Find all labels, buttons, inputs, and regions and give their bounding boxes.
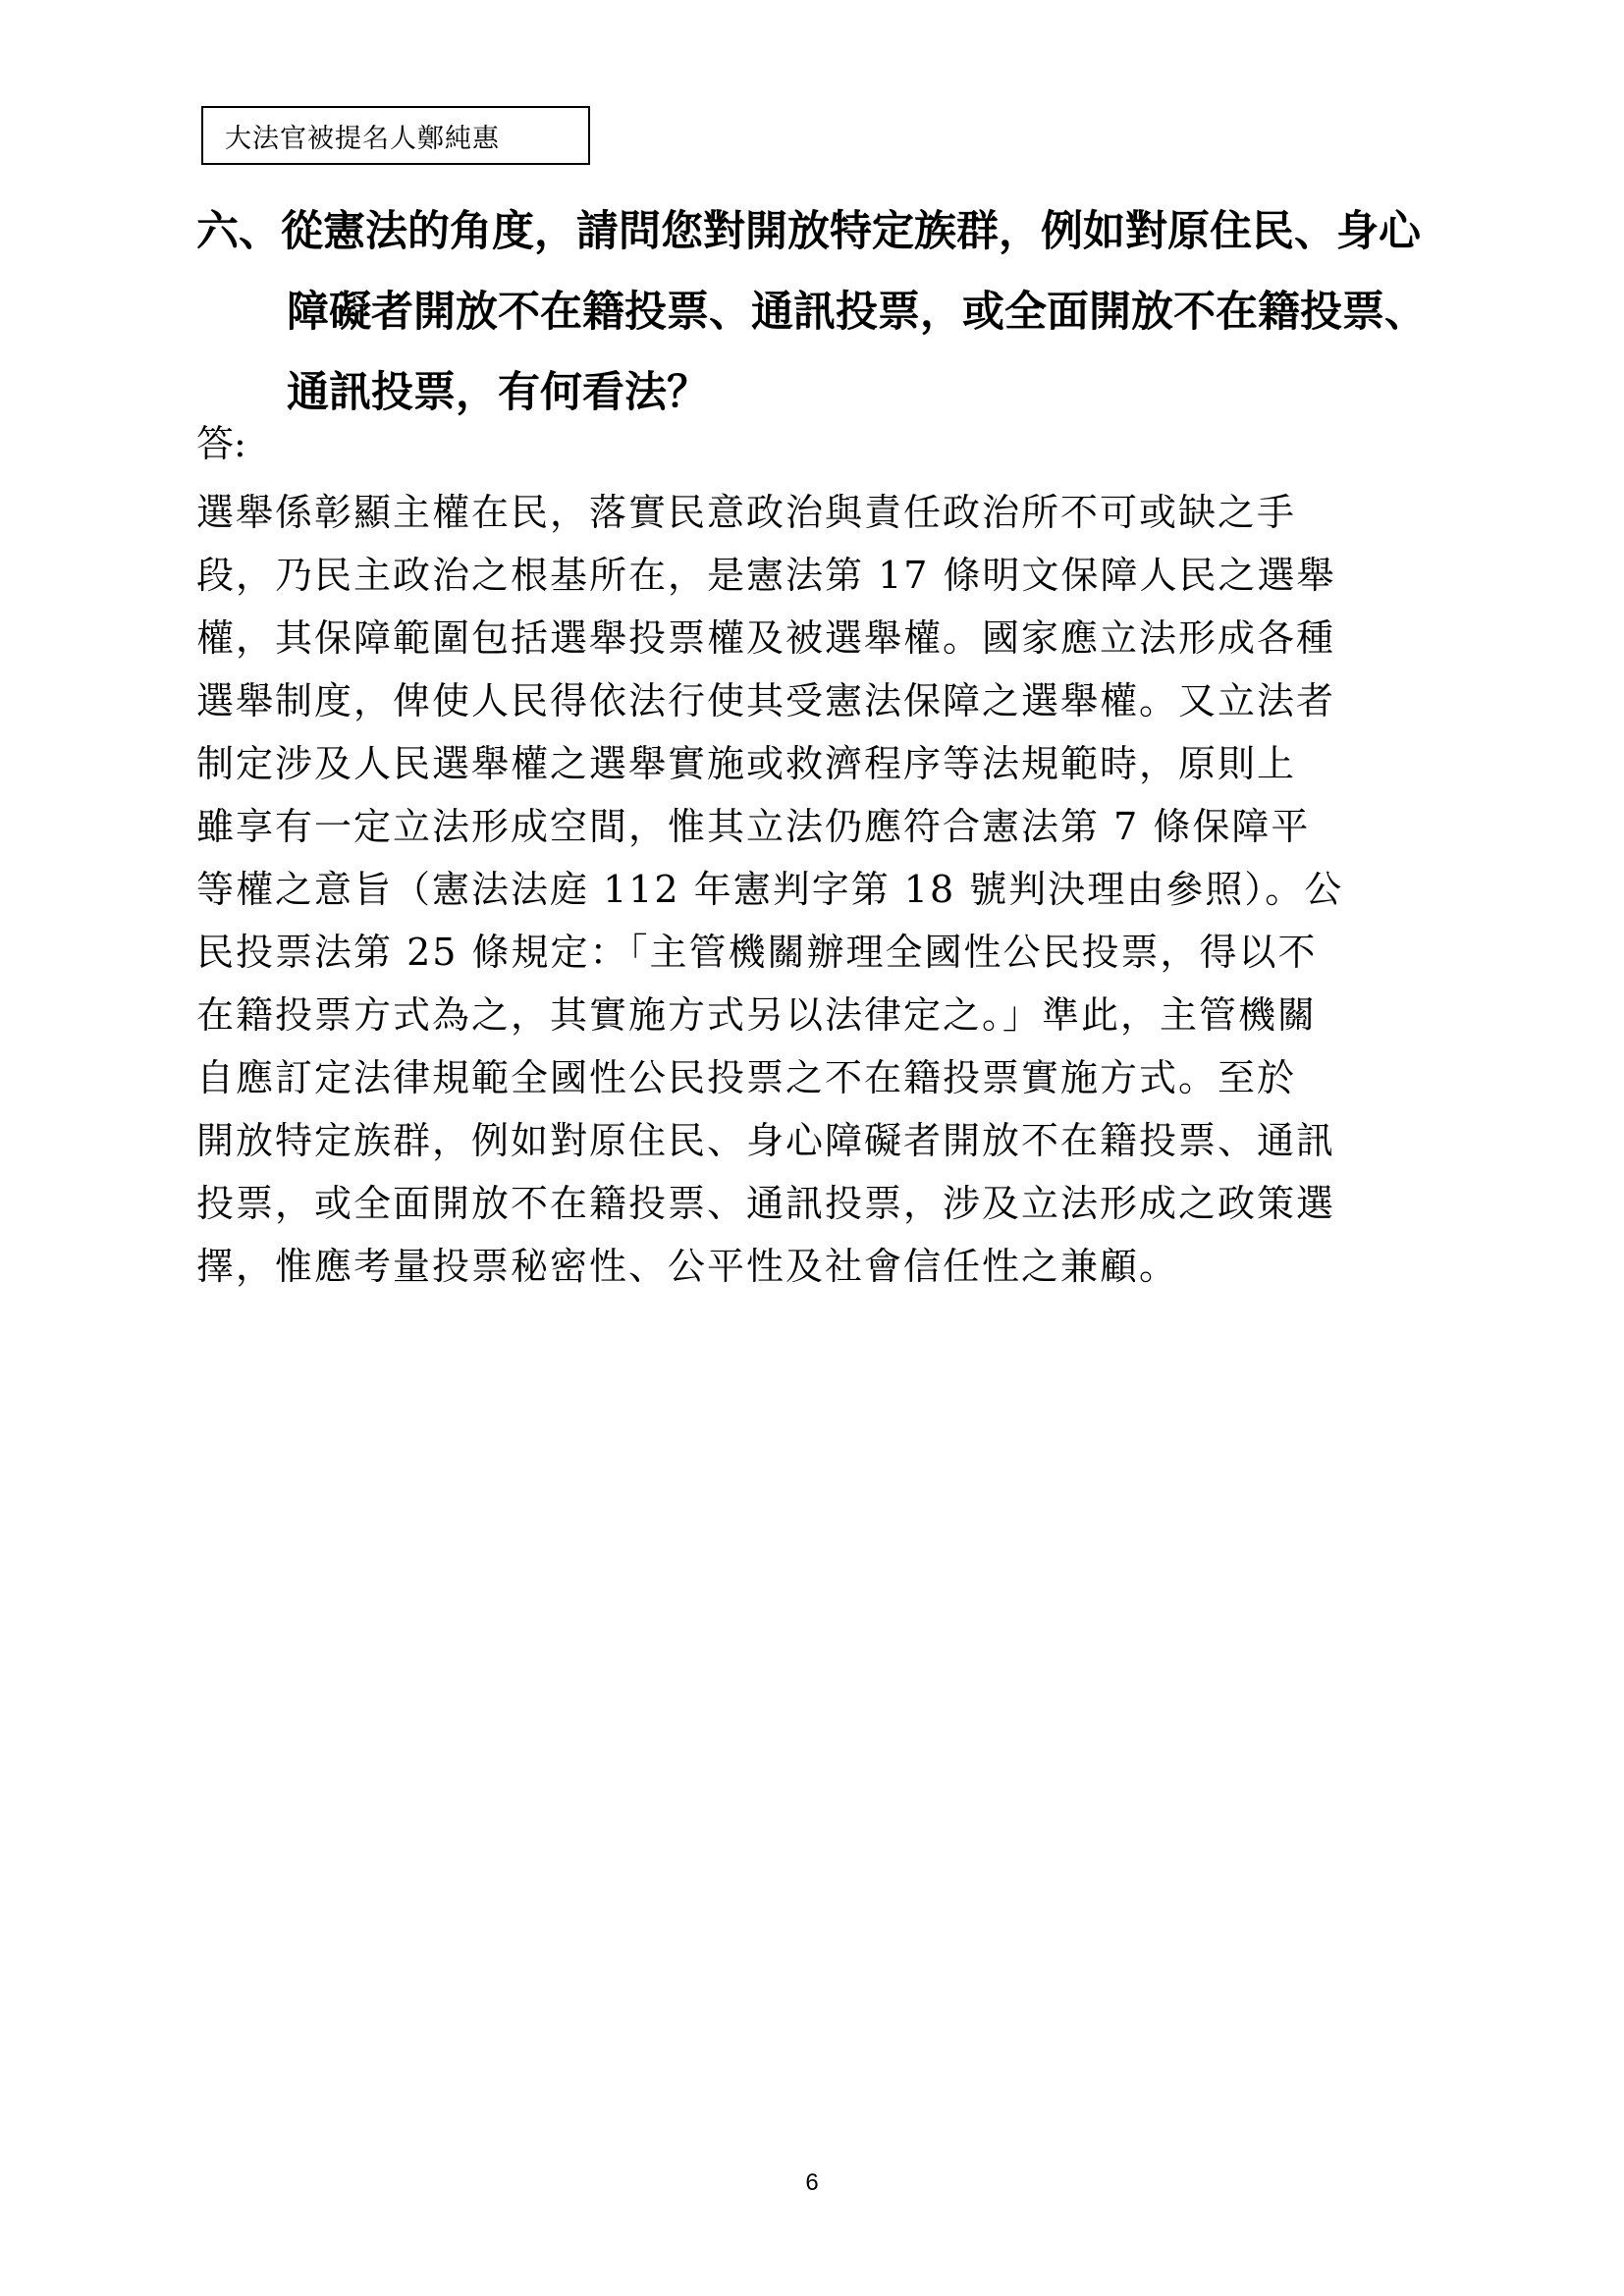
nominee-label-box: [201, 106, 590, 165]
answer-line: 選舉係彰顯主權在民，落實民意政治與責任政治所不可或缺之手: [196, 491, 1297, 534]
answer-line: 擇，惟應考量投票秘密性、公平性及社會信任性之兼顧。: [196, 1245, 1179, 1288]
answer-line: 在籍投票方式為之，其實施方式另以法律定之。」準此，主管機關: [196, 993, 1318, 1037]
page-number: 6: [805, 2169, 819, 2196]
answer-line: 投票，或全面開放不在籍投票、通訊投票，涉及立法形成之政策選: [196, 1182, 1336, 1225]
answer-body: [196, 481, 1443, 1298]
question-heading: [196, 191, 1453, 433]
question-line: 六、從憲法的角度，請問您對開放特定族群，例如對原住民、身心: [196, 207, 1421, 256]
answer-label: 答:: [196, 422, 246, 465]
answer-line: 段，乃民主政治之根基所在，是憲法第 17 條明文保障人民之選舉: [196, 554, 1336, 597]
answer-line: 雖享有一定立法形成空間，惟其立法仍應符合憲法第 7 條保障平: [196, 805, 1311, 848]
nominee-label: 大法官被提名人鄭純惠: [225, 123, 500, 154]
answer-line: 權，其保障範圍包括選舉投票權及被選舉權。國家應立法形成各種: [196, 616, 1336, 660]
question-line: 障礙者開放不在籍投票、通訊投票，或全面開放不在籍投票、: [287, 288, 1427, 337]
answer-line: 民投票法第 25 條規定：「主管機關辦理全國性公民投票，得以不: [196, 931, 1318, 974]
question-line: 通訊投票，有何看法？: [287, 368, 709, 417]
answer-line: 開放特定族群，例如對原住民、身心障礙者開放不在籍投票、通訊: [196, 1119, 1336, 1162]
answer-line: 制定涉及人民選舉權之選舉實施或救濟程序等法規範時，原則上: [196, 742, 1297, 785]
answer-line: 自應訂定法律規範全國性公民投票之不在籍投票實施方式。至於: [196, 1056, 1297, 1099]
answer-line: 等權之意旨（憲法法庭 112 年憲判字第 18 號判決理由參照）。公: [196, 868, 1344, 911]
answer-line: 選舉制度，俾使人民得依法行使其受憲法保障之選舉權。又立法者: [196, 679, 1336, 722]
